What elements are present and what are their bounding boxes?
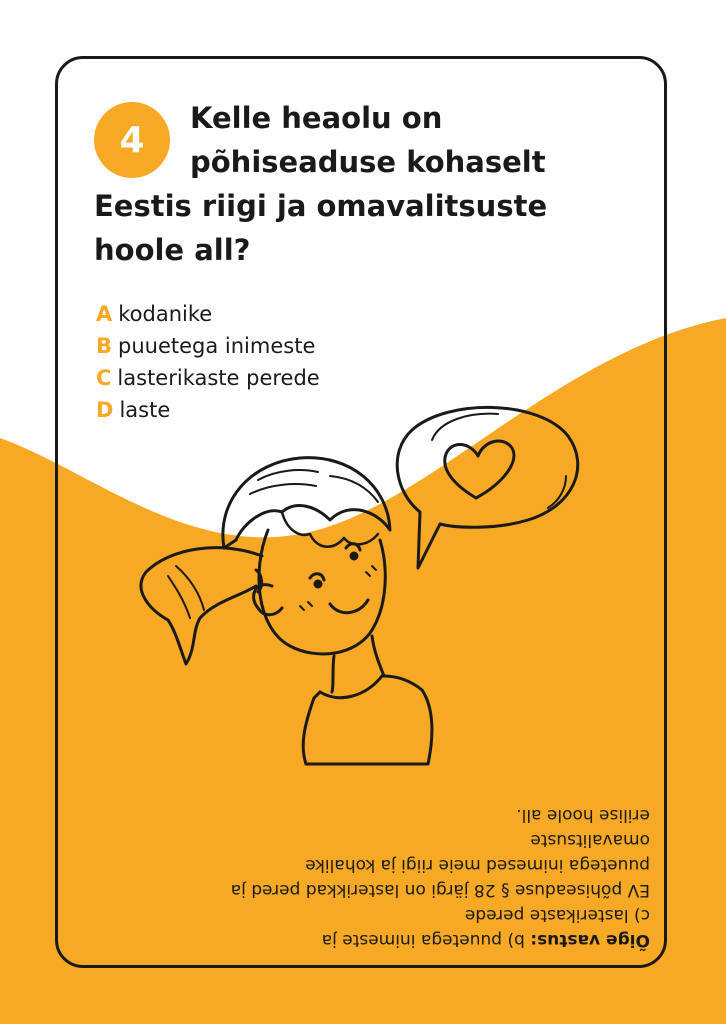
correct-answer-block: [230, 802, 650, 952]
correct-answer-label: Õige vastus:: [530, 930, 650, 950]
answer-text: laste: [119, 398, 171, 422]
correct-answer-first: b) puuetega inimeste ja: [321, 930, 531, 950]
question-line-3: Eestis riigi ja omavalitsuste: [94, 189, 548, 223]
speech-bubble-icon: [397, 407, 578, 568]
answer-text: lasterikaste perede: [117, 366, 320, 390]
question-line-2: põhiseaduse kohaselt: [190, 145, 546, 179]
answer-text: kodanike: [118, 302, 213, 326]
answer-letter: B: [96, 334, 113, 358]
heart-icon: [445, 441, 514, 498]
answer-letter: D: [96, 398, 114, 422]
question-line-4: hoole all?: [94, 233, 251, 267]
correct-answer-line-2: c) lasterikaste perede: [464, 905, 650, 925]
answer-letter: A: [96, 302, 113, 326]
correct-answer-line-4: puuetega inimesed meie riigi ja kohalike omavalitsuste: [305, 830, 650, 875]
question-number: 4: [119, 119, 145, 161]
correct-answer-line-1: [230, 927, 650, 952]
answer-letter: C: [96, 366, 112, 390]
question-line-1: Kelle heaolu on: [190, 101, 443, 135]
answer-text: puuetega inimeste: [118, 334, 316, 358]
correct-answer-line-3: EV põhiseaduse § 28 järgi on lasterikkad pered ja: [230, 880, 650, 900]
correct-answer-line-5: erilise hoole all.: [516, 805, 650, 825]
